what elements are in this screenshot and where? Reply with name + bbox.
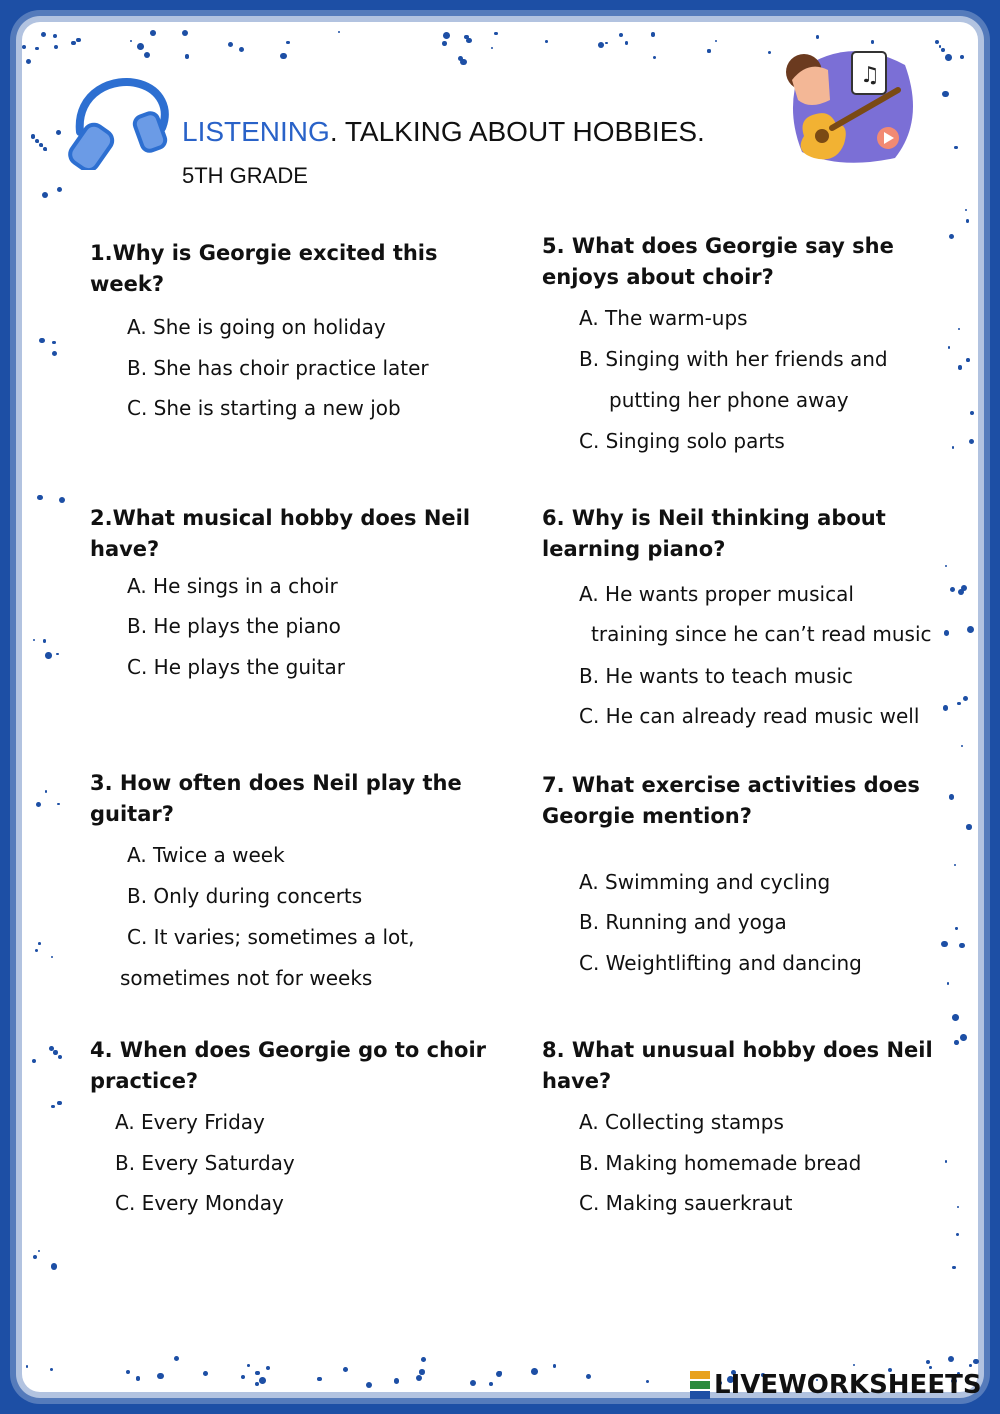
q4-option-c[interactable]: C. Every Monday	[115, 1191, 284, 1215]
grade-subtitle: 5TH GRADE	[182, 163, 308, 188]
q3-option-c[interactable]: C. It varies; sometimes a lot,	[127, 925, 415, 949]
paint-speck	[280, 53, 286, 59]
paint-speck	[241, 1375, 245, 1379]
paint-speck	[157, 1373, 164, 1380]
headphones-icon	[62, 70, 172, 170]
paint-speck	[419, 1369, 425, 1375]
paint-speck	[489, 1382, 493, 1386]
paint-speck	[945, 54, 952, 61]
paint-speck	[768, 51, 771, 54]
paint-speck	[56, 653, 59, 656]
paint-speck	[421, 1357, 426, 1362]
paint-speck	[51, 1105, 54, 1108]
q2-option-a[interactable]: A. He sings in a choir	[127, 574, 338, 598]
q7-option-b[interactable]: B. Running and yoga	[579, 910, 787, 934]
paint-speck	[973, 1359, 979, 1365]
paint-speck	[76, 38, 80, 42]
q3-option-b[interactable]: B. Only during concerts	[127, 884, 363, 908]
logo-text: LIVEWORKSHEETS	[714, 1370, 982, 1400]
paint-speck	[185, 54, 190, 59]
paint-speck	[286, 41, 290, 45]
paint-speck	[619, 33, 623, 37]
paint-speck	[41, 144, 43, 146]
paint-speck	[545, 40, 548, 43]
q6-option-b[interactable]: B. He wants to teach music	[579, 664, 854, 688]
paint-speck	[366, 1382, 372, 1388]
paint-speck	[255, 1382, 259, 1386]
paint-speck	[957, 1206, 959, 1208]
paint-speck	[54, 45, 58, 49]
question-7-text: 7. What exercise activities does Georgie mention?	[542, 773, 920, 828]
paint-speck	[343, 1367, 348, 1372]
paint-speck	[259, 1377, 266, 1384]
paint-speck	[960, 1034, 967, 1041]
q1-option-a[interactable]: A. She is going on holiday	[127, 315, 386, 339]
paint-speck	[53, 1050, 58, 1055]
paint-speck	[45, 652, 51, 658]
paint-speck	[394, 1378, 399, 1383]
question-1-text: 1.Why is Georgie excited this week?	[90, 241, 438, 296]
paint-speck	[954, 1040, 959, 1045]
music-hobby-illustration	[780, 40, 920, 170]
q2-option-c[interactable]: C. He plays the guitar	[127, 655, 345, 679]
q2-option-b[interactable]: B. He plays the piano	[127, 614, 341, 638]
paint-speck	[954, 146, 957, 149]
paint-speck	[651, 32, 655, 36]
paint-speck	[150, 30, 156, 36]
paint-speck	[144, 52, 150, 58]
q5-option-b[interactable]: B. Singing with her friends and	[579, 347, 888, 371]
question-8-text: 8. What unusual hobby does Neil have?	[542, 1038, 933, 1093]
q5-option-b-continued: putting her phone away	[609, 388, 849, 412]
paint-speck	[954, 864, 956, 866]
q3-option-a[interactable]: A. Twice a week	[127, 843, 285, 867]
q4-option-a[interactable]: A. Every Friday	[115, 1110, 265, 1134]
paint-speck	[42, 192, 48, 198]
paint-speck	[460, 59, 466, 65]
paint-speck	[37, 495, 43, 501]
question-3-text: 3. How often does Neil play the guitar?	[90, 771, 462, 826]
paint-speck	[707, 49, 710, 52]
paint-speck	[952, 446, 954, 448]
paint-speck	[41, 32, 46, 37]
paint-speck	[203, 1371, 208, 1376]
paint-speck	[494, 32, 497, 35]
q7-option-c[interactable]: C. Weightlifting and dancing	[579, 951, 862, 975]
paint-speck	[966, 358, 970, 362]
paint-speck	[45, 149, 47, 151]
paint-speck	[929, 1366, 932, 1369]
paint-speck	[605, 42, 607, 44]
paint-speck	[960, 55, 964, 59]
paint-speck	[941, 941, 947, 947]
paint-speck	[966, 824, 972, 830]
q6-option-c[interactable]: C. He can already read music well	[579, 704, 920, 728]
q8-option-c[interactable]: C. Making sauerkraut	[579, 1191, 793, 1215]
paint-speck	[966, 219, 970, 223]
paint-speck	[57, 803, 59, 805]
logo-mark-icon	[690, 1370, 710, 1400]
paint-speck	[941, 48, 945, 52]
question-4-text: 4. When does Georgie go to choir practice?	[90, 1038, 487, 1093]
paint-speck	[443, 32, 450, 39]
paint-speck	[955, 927, 957, 929]
q6-option-a-continued: training since he can’t read music	[591, 622, 932, 646]
q1-option-c[interactable]: C. She is starting a new job	[127, 396, 401, 420]
q4-option-b[interactable]: B. Every Saturday	[115, 1151, 295, 1175]
title-accent: LISTENING	[182, 116, 330, 147]
paint-speck	[969, 1364, 972, 1367]
worksheet-title	[182, 116, 705, 148]
paint-speck	[969, 439, 974, 444]
paint-speck	[944, 630, 950, 636]
q1-option-b[interactable]: B. She has choir practice later	[127, 356, 429, 380]
paint-speck	[943, 705, 948, 710]
paint-speck	[36, 140, 39, 143]
paint-speck	[136, 1376, 140, 1380]
q3-option-c-continued: sometimes not for weeks	[120, 966, 373, 990]
q7-option-a[interactable]: A. Swimming and cycling	[579, 870, 831, 894]
liveworksheets-logo[interactable]	[690, 1370, 982, 1400]
paint-speck	[625, 41, 628, 44]
q8-option-a[interactable]: A. Collecting stamps	[579, 1110, 784, 1134]
paint-speck	[442, 41, 447, 46]
question-2-text: 2.What musical hobby does Neil have?	[90, 506, 471, 561]
paint-speck	[255, 1371, 260, 1376]
q8-option-b[interactable]: B. Making homemade bread	[579, 1151, 862, 1175]
paint-speck	[26, 1365, 28, 1367]
paint-speck	[715, 40, 717, 42]
question-5-text: 5. What does Georgie say she enjoys about choir?	[542, 234, 894, 289]
paint-speck	[598, 42, 604, 48]
q5-option-c[interactable]: C. Singing solo parts	[579, 429, 785, 453]
question-6-text: 6. Why is Neil thinking about learning piano?	[542, 506, 886, 561]
paint-speck	[957, 702, 960, 705]
svg-text:♫: ♫	[860, 63, 880, 88]
paint-speck	[961, 745, 963, 747]
paint-speck	[531, 1368, 538, 1375]
paint-speck	[239, 47, 244, 52]
paint-speck	[53, 34, 57, 38]
q5-option-a[interactable]: A. The warm-ups	[579, 306, 748, 330]
paint-speck	[38, 1250, 40, 1252]
title-rest: . TALKING ABOUT HOBBIES.	[329, 116, 705, 147]
paint-speck	[950, 587, 955, 592]
paint-speck	[51, 1263, 57, 1269]
paint-speck	[949, 794, 954, 799]
paint-speck	[58, 1055, 62, 1059]
paint-speck	[952, 1014, 959, 1021]
paint-speck	[247, 1364, 250, 1367]
paint-speck	[942, 91, 949, 98]
paint-speck	[52, 351, 57, 356]
q6-option-a[interactable]: A. He wants proper musical	[579, 582, 854, 606]
